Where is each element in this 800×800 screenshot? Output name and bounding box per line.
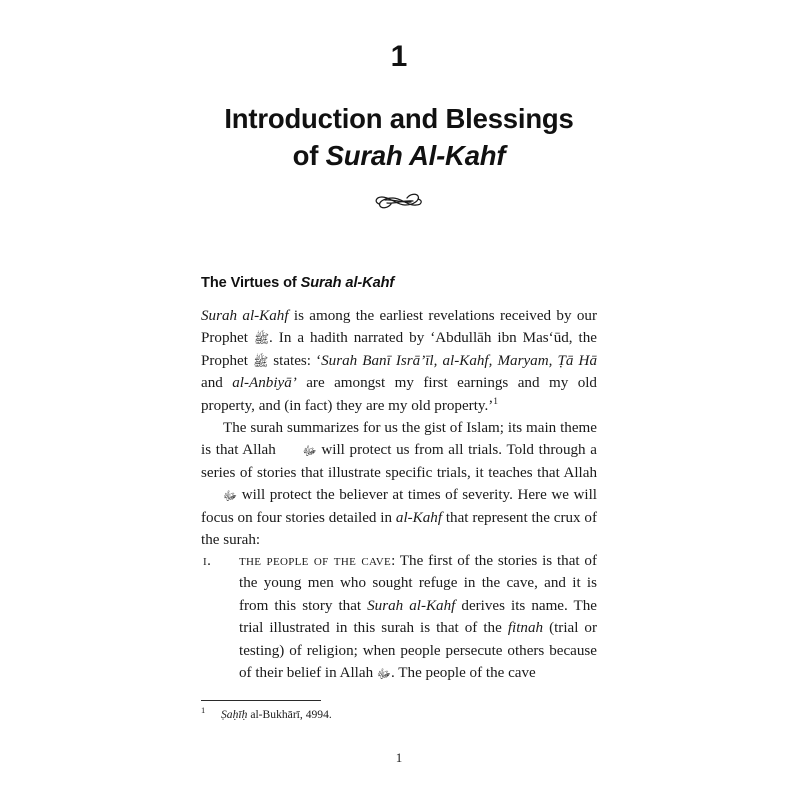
list-item-seg4: fitnah xyxy=(507,620,544,637)
list-item xyxy=(201,550,597,684)
footnote-title-italic: Ṣaḥīḥ xyxy=(221,708,248,721)
paragraph-2 xyxy=(201,417,597,551)
p1-seg2: is among the earliest revelations received by our Prophet xyxy=(201,308,597,347)
chapter-title-line-2 xyxy=(186,137,612,174)
honorific-jalla-jalaluhu-icon: ﷻ xyxy=(223,488,238,504)
p1-seg1: Surah al-Kahf xyxy=(201,308,289,324)
footnote: 1 Ṣaḥīḥ al-Bukhārī, 4994. xyxy=(201,705,332,721)
ornament-flourish xyxy=(201,188,597,222)
paragraph-1 xyxy=(201,305,597,417)
p1-seg4: states: ‘ xyxy=(268,352,322,369)
list-item-seg5: (trial or testing) of religion; when people persecute others because of their belief in Allah xyxy=(239,620,597,682)
p2-seg1: The surah summarizes for us the gist of Islam; its main theme is that Allah xyxy=(201,420,597,459)
p1-seg6: and xyxy=(201,375,233,392)
footnote-rest: al-Bukhārī, 4994. xyxy=(247,708,332,721)
chapter-number: 1 xyxy=(390,40,408,73)
section-heading-prefix: The Virtues of xyxy=(201,275,301,291)
p1-seg3: . In a hadith narrated by ‘Abdullāh ibn Mas‘ūd, the Prophet xyxy=(201,330,597,369)
honorific-jalla-jalaluhu-icon: ﷻ xyxy=(376,666,392,682)
p2-seg4: al-Kahf xyxy=(395,509,443,526)
list-item-seg3: derives its name. The trial illustrated in this surah is that of the xyxy=(239,597,598,637)
section-heading xyxy=(201,274,597,292)
list-item-marker: i. xyxy=(203,553,212,569)
p2-seg2: will protect us from all trials. Told through a series of stories that illustrate specific trials, it teaches that Allah xyxy=(201,442,597,481)
p2-seg5: that represent the crux of the surah: xyxy=(201,509,597,549)
p1-seg5: Surah Banī Isrā’īl, al-Kahf, Maryam, Ṭā Hā xyxy=(321,352,597,369)
list-item-seg6: . The people of the cave xyxy=(391,665,536,682)
p1-seg7: al-Anbiyā’ xyxy=(232,375,297,392)
footnote-separator-rule xyxy=(201,700,321,701)
p2-seg3: will protect the believer at times of severity. Here we will focus on four stories detailed in xyxy=(201,487,597,526)
chapter-title xyxy=(186,100,612,174)
honorific-jalla-jalaluhu-icon: ﷻ xyxy=(302,443,317,459)
list-item-lead-smallcaps: the people of the cave xyxy=(239,552,392,569)
list-item-seg1: : The first of the stories is that of the young men who sought refuge in the cave, and it is from this story that xyxy=(239,553,597,614)
body-text xyxy=(201,305,597,551)
numbered-list xyxy=(201,550,597,684)
page-number: 1 xyxy=(395,750,403,765)
chapter-title-line2-prefix: of xyxy=(292,140,326,171)
honorific-sallallahu-icon: ﷺ xyxy=(253,331,270,347)
chapter-title-line-1: Introduction and Blessings xyxy=(224,103,574,134)
honorific-sallallahu-icon: ﷺ xyxy=(253,353,269,369)
footnote-reference-1[interactable]: 1 xyxy=(493,396,499,407)
section-heading-italic: Surah al-Kahf xyxy=(300,275,395,291)
chapter-title-line2-italic: Surah Al-Kahf xyxy=(325,140,506,171)
list-item-seg2: Surah al-Kahf xyxy=(367,597,456,614)
p1-seg8: are amongst my first earnings and my old property, and (in fact) they are my old property.’ xyxy=(201,375,597,414)
